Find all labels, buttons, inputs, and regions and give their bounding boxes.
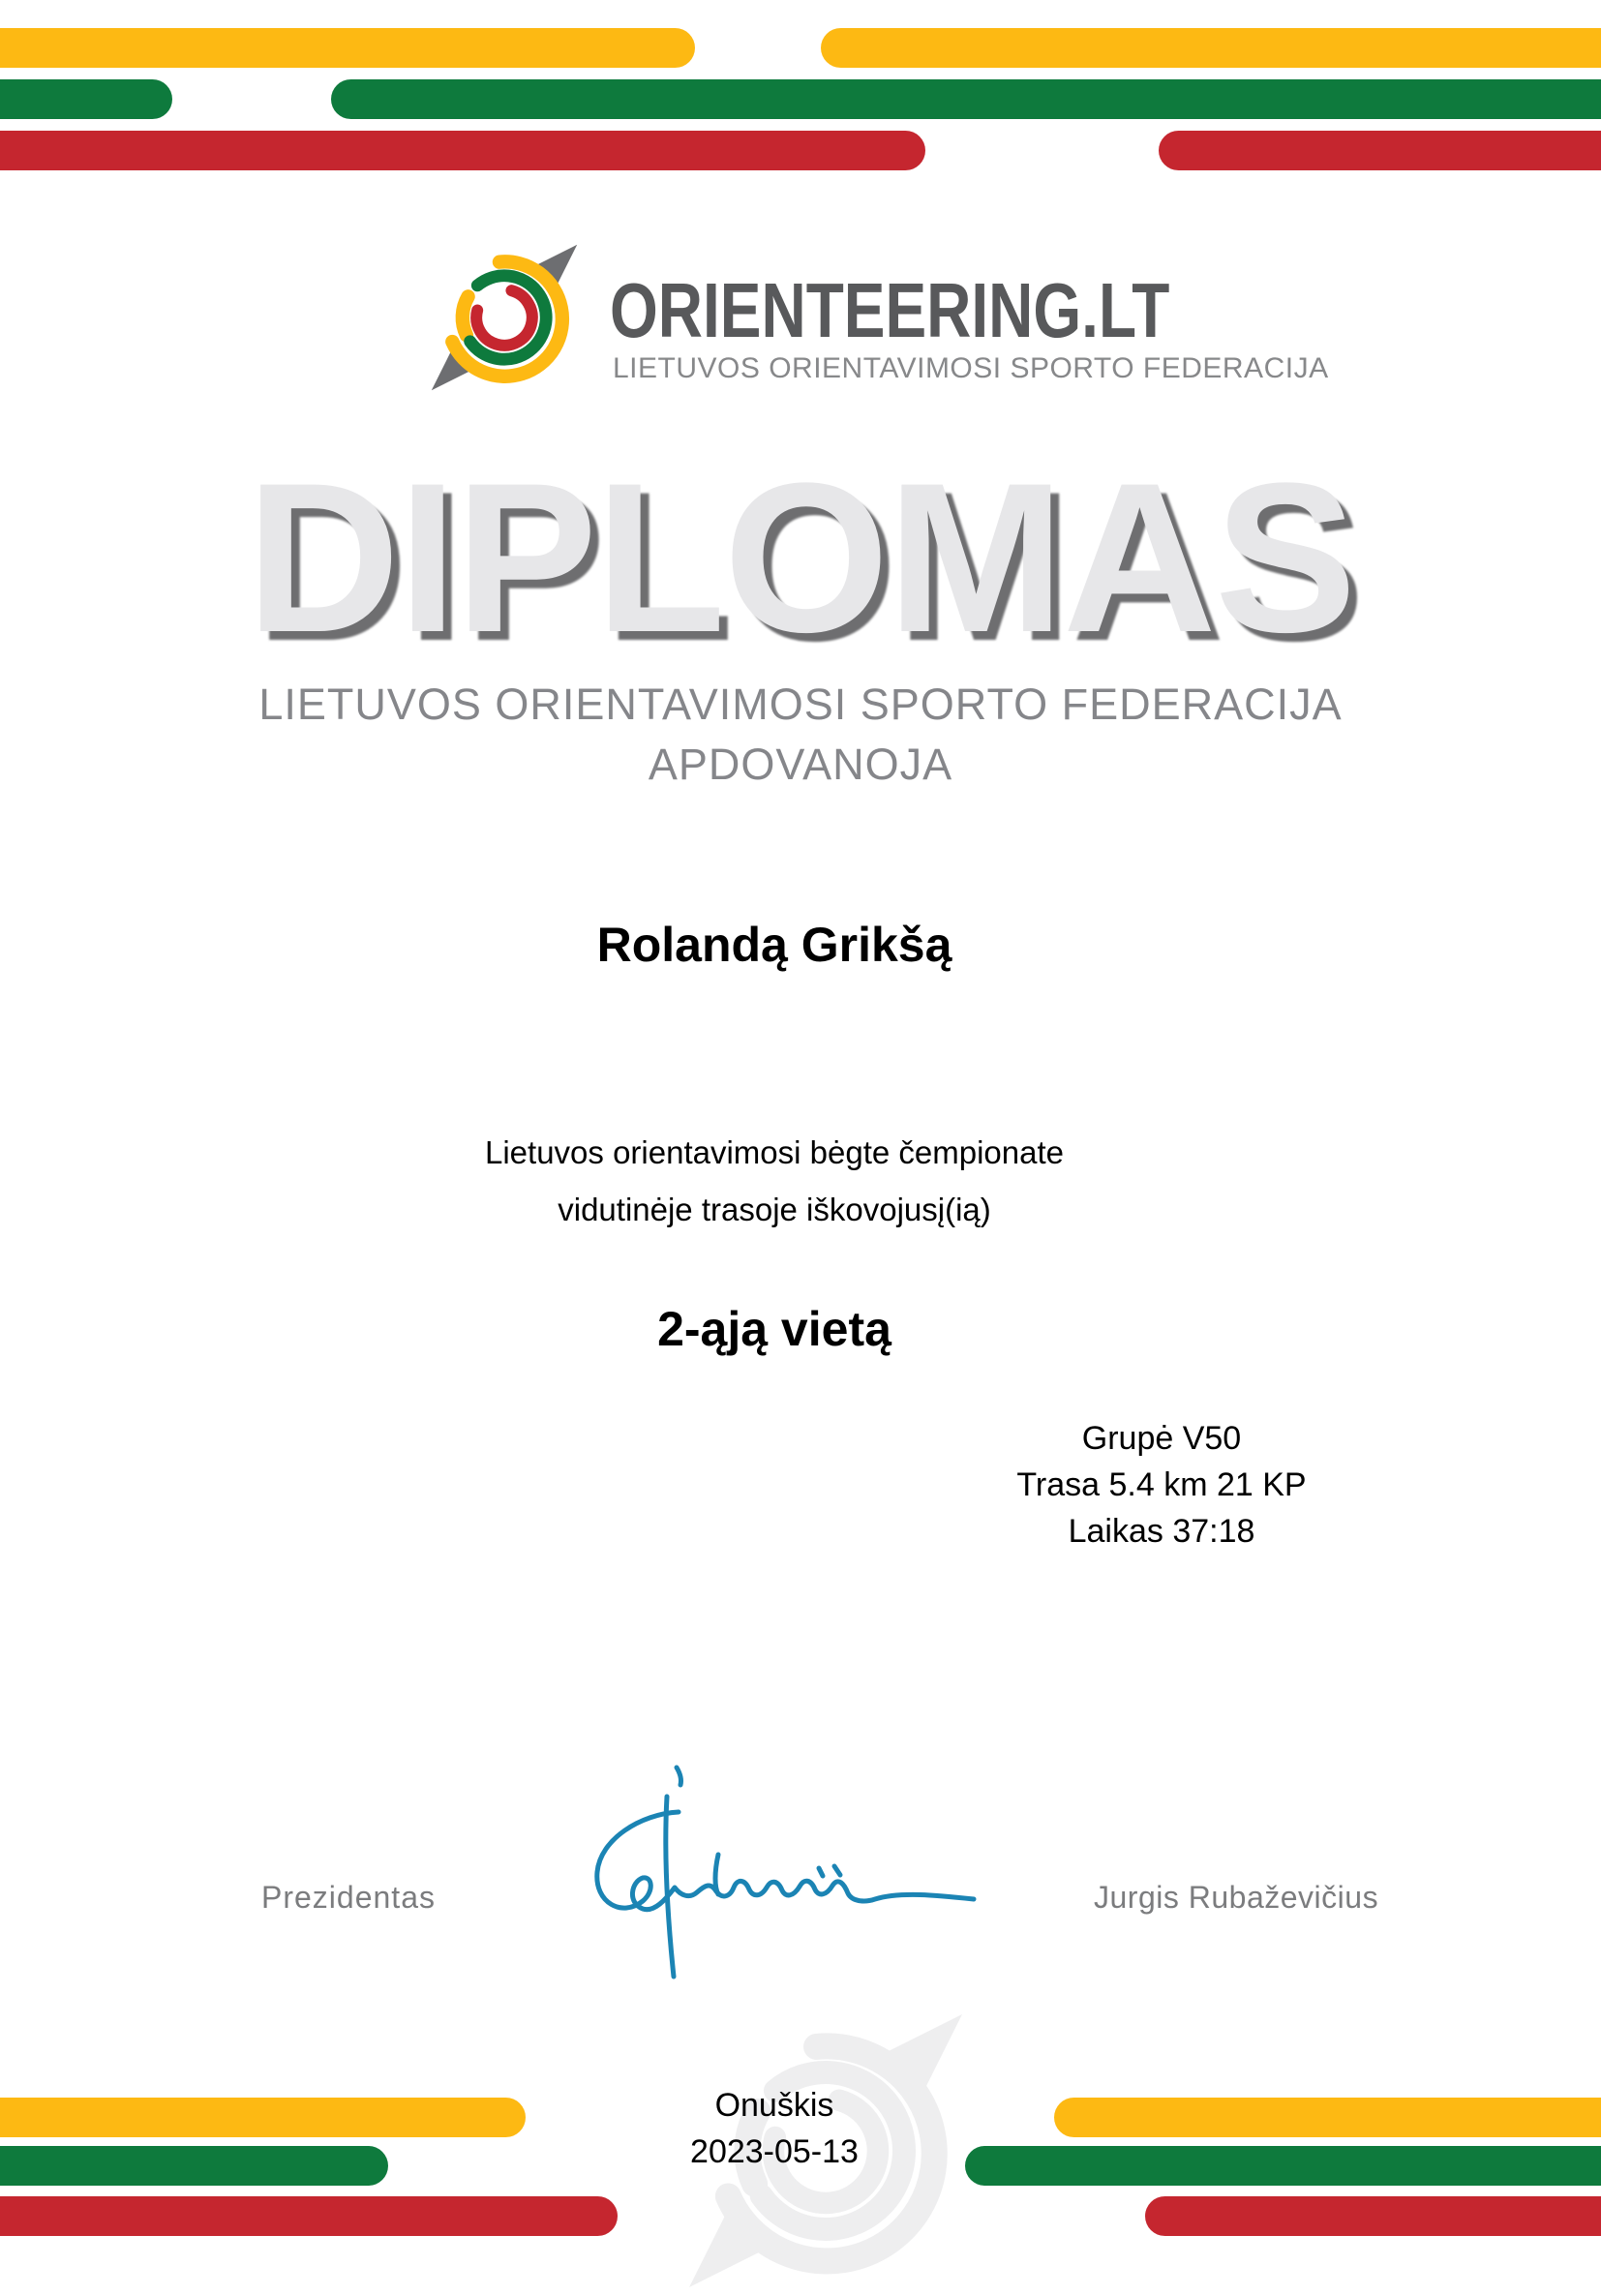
top-stripe-red-right [1159, 131, 1601, 170]
achievement-text [0, 1124, 1549, 1238]
top-stripe-green-right [331, 79, 1601, 119]
federation-line: LIETUVOS ORIENTAVIMOSI SPORTO FEDERACIJA [258, 680, 1343, 729]
compass-arc-red [476, 290, 532, 346]
top-stripe-yellow-left [0, 28, 695, 68]
bottom-stripe-red-left [0, 2196, 618, 2236]
signer-role: Prezidentas [261, 1880, 436, 1915]
compass-spiral-icon [427, 240, 582, 395]
signature-accent-2 [834, 1866, 840, 1875]
event-location: Onuškis [714, 2087, 834, 2124]
top-stripe-yellow-right [821, 28, 1601, 68]
signature-b-stroke [715, 1855, 718, 1894]
diploma-title: DIPLOMAS [246, 438, 1355, 677]
signature-accent-stroke [677, 1767, 681, 1785]
signature-i-dot [819, 1868, 823, 1876]
result-details [871, 1415, 1452, 1555]
top-stripe-red-left [0, 131, 925, 170]
place-awarded: 2-ąją vietą [657, 1302, 891, 1356]
achievement-line-2: vidutinėje trasoje iškovojusį(ią) [558, 1192, 991, 1227]
recipient-name: Rolandą Grikšą [596, 918, 952, 972]
result-group: Grupė V50 [1081, 1420, 1242, 1457]
top-stripe-green-left [0, 79, 172, 119]
signature-main-stroke [597, 1812, 974, 1910]
signature-image [581, 1754, 987, 1981]
brand-title: ORIENTEERING.LT [610, 267, 1170, 353]
bottom-stripe-red-right [1145, 2196, 1601, 2236]
brand-tagline: LIETUVOS ORIENTAVIMOSI SPORTO FEDERACIJA [613, 352, 1329, 384]
awards-line: APDOVANOJA [648, 740, 953, 789]
signer-name: Jurgis Rubaževičius [1094, 1880, 1379, 1915]
achievement-line-1: Lietuvos orientavimosi bėgte čempionate [484, 1134, 1064, 1170]
result-course: Trasa 5.4 km 21 KP [1016, 1466, 1307, 1503]
compass-arc-yellow-inner [463, 296, 468, 335]
result-time: Laikas 37:18 [1068, 1513, 1255, 1550]
event-date: 2023-05-13 [690, 2133, 859, 2170]
